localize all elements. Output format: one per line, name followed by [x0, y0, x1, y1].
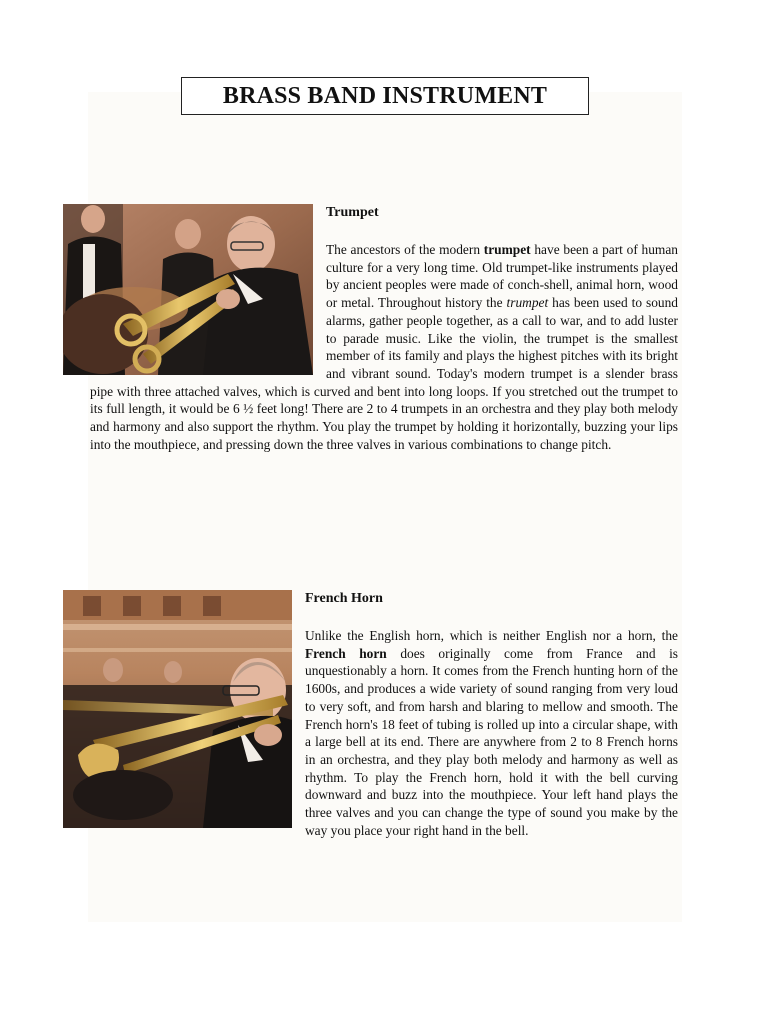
- brass-section-image: [63, 590, 292, 828]
- italic-term: trumpet: [506, 295, 549, 311]
- text-run: have been a part of human culture for a very long time. Old trumpet-like instruments played by ancient peoples were made of conch-shell, animal horn, wood or metal. Throughout history the: [326, 242, 678, 311]
- text-run: The ancestors of the modern: [326, 242, 484, 257]
- title-box: [181, 77, 589, 115]
- bold-term: trumpet: [483, 242, 531, 257]
- trumpet-players-image: [63, 204, 313, 375]
- trumpet-photo: [63, 204, 313, 375]
- text-run: does originally come from France and is unquestionably a horn. It comes from the French hunting horn of the 1600s, and produces a wide variety of sound ranging from very loud to very soft, and from harsh and blaring to mellow and smooth. The French horn's 18 feet of tubing is rolled up into a circular shape, with a large bell at its end. There are anywhere from 2 to 8 French horns in an orchestra, and they play both melody and harmony as well as rhythm. To play the French horn, hold it with the bell curving downward and buzz into the mouthpiece. Your left hand plays the three valves and you can change the type of sound you make by the way you place your right hand in the bell.: [305, 645, 678, 838]
- section-trumpet: [90, 204, 678, 453]
- section-heading-trumpet: Trumpet: [326, 205, 379, 220]
- page-title: BRASS BAND INSTRUMENT: [222, 82, 548, 109]
- bold-term: French horn: [305, 645, 387, 661]
- text-run: has been used to sound alarms, gather people together, as a call to war, and to add luster to parade music. Like the violin, the trumpet is the smallest member of its family and plays the highest pitches with its bright and vibrant sound. Today's modern trumpet is a slender brass pipe with three attached valves, which is curved and bent into long loops. If you stretched out the trumpet to its full length, it would be 6 ½ feet long! There are 2 to 4 trumpets in an orchestra and they play both melody and harmony and also support the rhythm. You play the trumpet by holding it horizontally, buzzing your lips into the mouthpiece, and pressing down the three valves in various combinations to change pitch.: [90, 295, 678, 452]
- french-horn-photo: [63, 590, 292, 828]
- section-heading-french-horn: French Horn: [305, 591, 383, 606]
- section-french-horn: [90, 590, 678, 839]
- text-run: Unlike the English horn, which is neither English nor a horn, the: [305, 628, 678, 643]
